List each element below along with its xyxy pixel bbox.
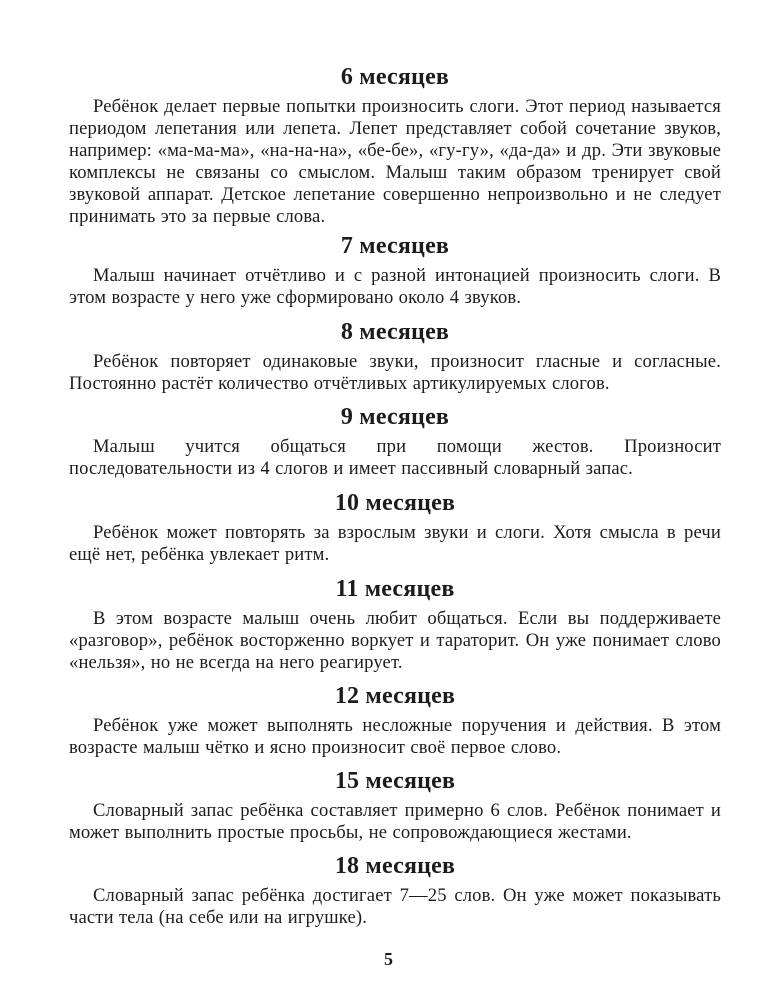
section-text: Малыш учится общаться при помощи жестов. Произносит последовательности из 4 слогов и имеет пассивный словарный запас.	[69, 436, 721, 479]
section-text: Словарный запас ребёнка достигает 7—25 слов. Он уже может показывать части тела (на себе или на игрушке).	[69, 885, 721, 928]
section-text: Ребёнок делает первые попытки произносить слоги. Этот период называется периодом лепетания или лепета. Лепет представляет собой сочетание звуков, например: «ма-ма-ма», «на-на-на», «бе-бе», «гу-гу», «да-да» и др. Эти звуковые комплексы не связаны со смыслом. Малыш таким образом тренирует свой звуковой аппарат. Детское лепетание совершенно непроизвольно и не следует принимать это за первые слова.	[69, 96, 721, 227]
section-6-months	[69, 62, 721, 227]
section-heading: 10 месяцев	[334, 490, 456, 516]
section-18-months	[69, 851, 721, 929]
section-heading: 18 месяцев	[334, 853, 456, 879]
page-number: 5	[384, 949, 393, 969]
section-text: Словарный запас ребёнка составляет примерно 6 слов. Ребёнок понимает и может выполнить простые просьбы, не сопровождающиеся жестами.	[69, 800, 721, 843]
section-text: Ребёнок может повторять за взрослым звуки и слоги. Хотя смысла в речи ещё нет, ребёнка увлекает ритм.	[69, 522, 721, 565]
section-text: В этом возрасте малыш очень любит общаться. Если вы поддерживаете «разговор», ребёнок восторженно воркует и тараторит. Он уже понимает слово «нельзя», но не всегда на него реагирует.	[69, 608, 721, 673]
section-11-months	[69, 574, 721, 674]
section-heading: 9 месяцев	[340, 404, 450, 430]
section-12-months	[69, 681, 721, 759]
section-text: Ребёнок уже может выполнять несложные поручения и действия. В этом возрасте малыш чётко и ясно произносит своё первое слово.	[69, 715, 721, 758]
section-7-months	[69, 231, 721, 309]
section-heading: 12 месяцев	[334, 683, 456, 709]
section-heading: 11 месяцев	[335, 576, 455, 602]
section-heading: 7 месяцев	[340, 233, 450, 259]
section-15-months	[69, 766, 721, 844]
section-heading: 15 месяцев	[334, 768, 456, 794]
section-text: Ребёнок повторяет одинаковые звуки, произносит гласные и согласные. Постоянно растёт количество отчётливых артикулируемых слогов.	[69, 351, 721, 394]
section-text: Малыш начинает отчётливо и с разной интонацией произносить слоги. В этом возрасте у него уже сформировано около 4 звуков.	[69, 265, 721, 308]
section-heading: 8 месяцев	[340, 319, 450, 345]
section-heading: 6 месяцев	[340, 64, 450, 90]
section-10-months	[69, 488, 721, 566]
section-9-months	[69, 402, 721, 480]
section-8-months	[69, 317, 721, 395]
